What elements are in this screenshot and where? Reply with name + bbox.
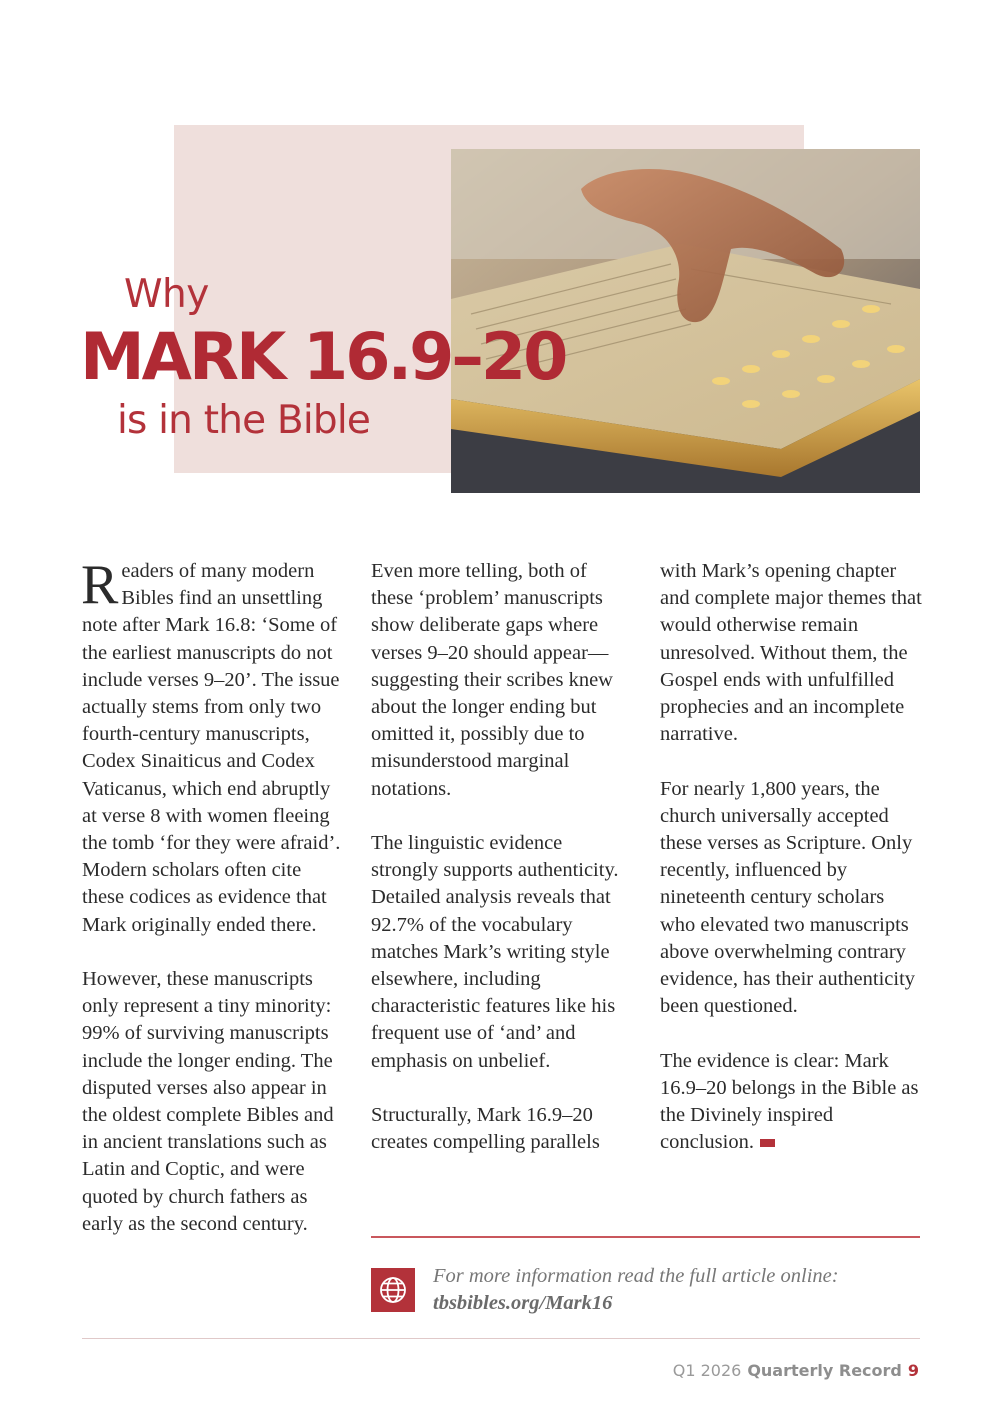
globe-icon xyxy=(371,1268,415,1312)
paragraph: Structurally, Mark 16.9–20 creates compelling parallels xyxy=(371,1104,600,1154)
drop-cap: R xyxy=(81,554,119,616)
title-suffix: is in the Bible xyxy=(117,398,371,443)
footer-divider xyxy=(82,1338,920,1339)
article-column-1 xyxy=(81,554,344,1265)
article-column-2 xyxy=(371,558,633,1184)
more-info-note xyxy=(433,1263,839,1317)
paragraph-text: eaders of many modern Bibles find an unsettling note after Mark 16.8: ‘Some of the earliest manuscripts do not include verses 9–20’. The issue actually stems from only two fourth-century manuscripts, Codex Sinaiticus and Codex Vaticanus, which end abruptly at verse 8 with women fleeing the tomb ‘for they were afraid’. Modern scholars often cite these codices as evidence that Mark originally ended there. xyxy=(82,560,341,936)
page-title: MARK 16.9–20 xyxy=(80,320,566,395)
paragraph: However, these manuscripts only represent a tiny minority: 99% of surviving manuscripts include the longer ending. The disputed verses also appear in the oldest complete Bibles and in ancient translations such as Latin and Coptic, and were quoted by church fathers as early as the second century. xyxy=(82,968,334,1235)
paragraph: Even more telling, both of these ‘problem’ manuscripts show deliberate gaps where verses 9–20 should appear—suggesting their scribes knew about the longer ending but omitted it, possibly due to misunderstood marginal notations. xyxy=(371,560,613,800)
article-column-3 xyxy=(660,558,922,1184)
title-prefix: Why xyxy=(124,272,209,317)
more-info-text: For more information read the full article online: xyxy=(433,1265,839,1287)
end-of-article-mark xyxy=(760,1139,775,1147)
paragraph xyxy=(660,1048,922,1157)
paragraph: For nearly 1,800 years, the church universally accepted these verses as Scripture. Only recently, influenced by nineteenth century scholars who elevated two manuscripts above overwhelming contrary evidence, has their authenticity been questioned. xyxy=(660,777,916,1018)
divider xyxy=(371,1236,920,1238)
page-footer xyxy=(673,1361,919,1380)
magazine-name: Quarterly Record xyxy=(747,1361,902,1380)
paragraph xyxy=(81,554,344,939)
paragraph: The linguistic evidence strongly supports authenticity. Detailed analysis reveals that 92.7% of the vocabulary matches Mark’s writing style elsewhere, including characteristic features like his frequent use of ‘and’ and emphasis on unbelief. xyxy=(371,832,619,1072)
paragraph-text: The evidence is clear: Mark 16.9–20 belongs in the Bible as the Divinely inspired conclusion. xyxy=(660,1049,919,1154)
paragraph: with Mark’s opening chapter and complete major themes that would otherwise remain unresolved. Without them, the Gospel ends with unfulfilled prophecies and an incomplete narrative. xyxy=(660,560,922,746)
page-number: 9 xyxy=(907,1361,919,1380)
article-link[interactable]: tbsbibles.org/Mark16 xyxy=(433,1292,613,1314)
issue-label: Q1 2026 xyxy=(672,1361,742,1380)
